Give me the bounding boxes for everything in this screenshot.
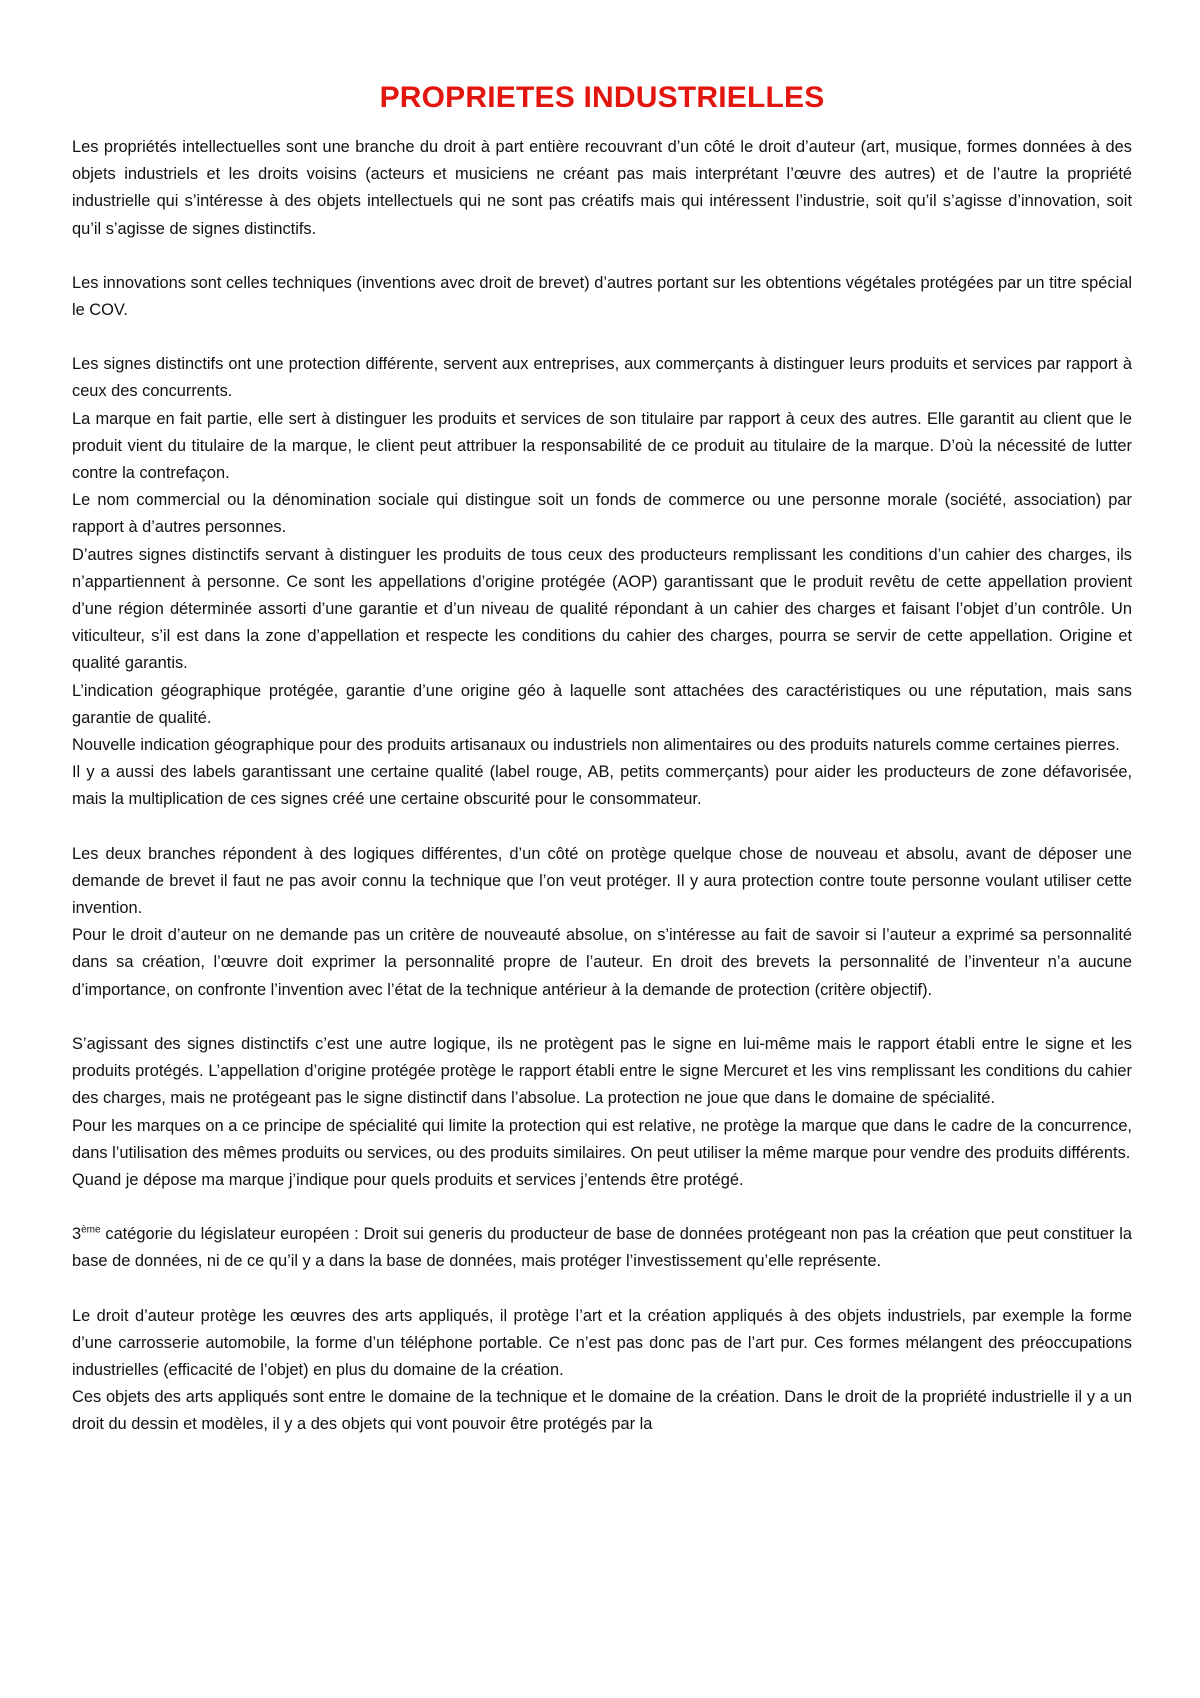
paragraph-copyright-criteria: Pour le droit d’auteur on ne demande pas un critère de nouveauté absolue, on s’intéresse au fait de savoir si l’auteur a exprimé sa personnalité dans sa création, l’œuvre doit exprimer la personnalité propre de l’auteur. En droit des brevets la personnalité de l’inventeur n’a aucune d’importance, on confronte l’invention avec l’état de la technique antérieur à la demande de protection (critère objectif). bbox=[72, 926, 1132, 999]
paragraph-speciality-principle: Pour les marques on a ce principe de spécialité qui limite la protection qui est relative, ne protège la marque que dans le cadre de la concurrence, dans l’utilisation des mêmes produits ou services, ou des produits similaires. On peut utiliser la même marque pour vendre des produits différents. bbox=[72, 1116, 1132, 1162]
paragraph-applied-arts-objects: Ces objets des arts appliqués sont entre le domaine de la technique et le domaine de la création. Dans le droit de la propriété industrielle il y a un droit du dessin et modèles, il y a des objets qui vont pouvoir être protégés par la bbox=[72, 1388, 1132, 1434]
paragraph-igp: L’indication géographique protégée, garantie d’une origine géo à laquelle sont attachées des caractéristiques ou une réputation, mais sans garantie de qualité. bbox=[72, 681, 1132, 727]
paragraph-intellectual-property: Les propriétés intellectuelles sont une branche du droit à part entière recouvrant d’un côté le droit d’auteur (art, musique, formes données à des objets industriels et les droits voisins (acteurs et musiciens ne créant pas mais interprétant l’œuvre des autres) et de l’autre la propriété industrielle qui s’intéresse à des objets intellectuels qui ne sont pas créatifs mais qui intéressent l’industrie, soit qu’il s’agisse d’innovation, soit qu’il s’agisse de signes distinctifs. bbox=[72, 138, 1132, 238]
document-title: PROPRIETES INDUSTRIELLES bbox=[379, 81, 825, 114]
paragraph-two-branches: Les deux branches répondent à des logiques différentes, d’un côté on protège quelque chose de nouveau et absolu, avant de déposer une demande de brevet il faut ne pas avoir connu la technique que l’on veut protéger. Il y aura protection contre toute personne voulant utiliser cette invention. bbox=[72, 844, 1132, 918]
paragraph-gap bbox=[72, 243, 1132, 270]
document-page bbox=[72, 76, 1132, 1439]
paragraph-distinctive-signs: Les signes distinctifs ont une protection différente, servent aux entreprises, aux commerçants à distinguer leurs produits et services par rapport à ceux des concurrents. bbox=[72, 355, 1132, 401]
paragraph-innovations: Les innovations sont celles techniques (inventions avec droit de brevet) d’autres portant sur les obtentions végétales protégées par un titre spécial le COV. bbox=[72, 273, 1132, 320]
paragraph-signs-logic: S’agissant des signes distinctifs c’est une autre logique, ils ne protègent pas le signe en lui-même mais le rapport établi entre le signe et les produits protégés. L’appellation d’origine protégée protège le rapport établi entre le signe Mercuret et les vins remplissant les conditions du cahier des charges, mais ne protégeant pas le signe distinctif dans l’absolue. La protection ne joue que dans le domaine de spécialité. bbox=[72, 1034, 1132, 1108]
paragraph-trademark: La marque en fait partie, elle sert à distinguer les produits et services de son titulaire par rapport à ceux des autres. Elle garantit au client que le produit vient du titulaire de la marque, le client peut attribuer la responsabilité de ce produit au titulaire de la marque. D’où la nécessité de lutter contre la contrefaçon. bbox=[72, 409, 1132, 483]
paragraph-gap bbox=[72, 814, 1132, 841]
paragraph-gap bbox=[72, 324, 1132, 351]
paragraph-gap bbox=[72, 1004, 1132, 1031]
paragraph-trademark-filing: Quand je dépose ma marque j’indique pour quels produits et services j’entends être protégé. bbox=[72, 1170, 744, 1189]
paragraph-applied-arts: Le droit d’auteur protège les œuvres des arts appliqués, il protège l’art et la création appliqués à des objets industriels, par exemple la forme d’une carrosserie automobile, la forme d’un téléphone portable. Ce n’est pas donc pas de l’art pur. Ces formes mélangent des préoccupations industrielles (efficacité de l’objet) en plus du domaine de la création. bbox=[72, 1306, 1132, 1379]
paragraph-trade-name: Le nom commercial ou la dénomination sociale qui distingue soit un fonds de commerce ou une personne morale (société, association) par rapport à d’autres personnes. bbox=[72, 491, 1132, 537]
paragraph-gap bbox=[72, 1194, 1132, 1221]
paragraph-labels: Il y a aussi des labels garantissant une certaine qualité (label rouge, AB, petits commerçants) pour aider les producteurs de zone défavorisée, mais la multiplication de ces signes créé une certaine obscurité pour le consommateur. bbox=[72, 763, 1132, 809]
paragraph-aop: D’autres signes distinctifs servant à distinguer les produits de tous ceux des producteurs remplissant les conditions d’un cahier des charges, ils n’appartiennent à personne. Ce sont les appellations d’origine protégée (AOP) garantissant que le produit revêtu de cette appellation provient d’une région déterminée assorti d’une garantie et d’un niveau de qualité répondant à un cahier des charges et faisant l’objet d’un contrôle. Un viticulteur, s’il est dans la zone d’appellation et respecte les conditions du cahier des charges, pourra se servir de cette appellation. Origine et qualité garantis. bbox=[72, 545, 1132, 673]
ordinal-suffix: ème bbox=[81, 1224, 101, 1236]
paragraph-third-category bbox=[72, 1221, 1132, 1275]
third-category-text: catégorie du législateur européen : Droit sui generis du producteur de base de données protégeant non pas la création que peut constituer la base de données, ni de ce qu’il y a dans la base de données, mais protéger l’investissement qu’elle représente. bbox=[72, 1225, 1132, 1271]
paragraph-new-geographic-indication: Nouvelle indication géographique pour des produits artisanaux ou industriels non alimentaires ou des produits naturels comme certaines pierres. bbox=[72, 736, 1120, 755]
paragraph-gap bbox=[72, 1276, 1132, 1303]
ordinal-number: 3 bbox=[72, 1225, 82, 1244]
